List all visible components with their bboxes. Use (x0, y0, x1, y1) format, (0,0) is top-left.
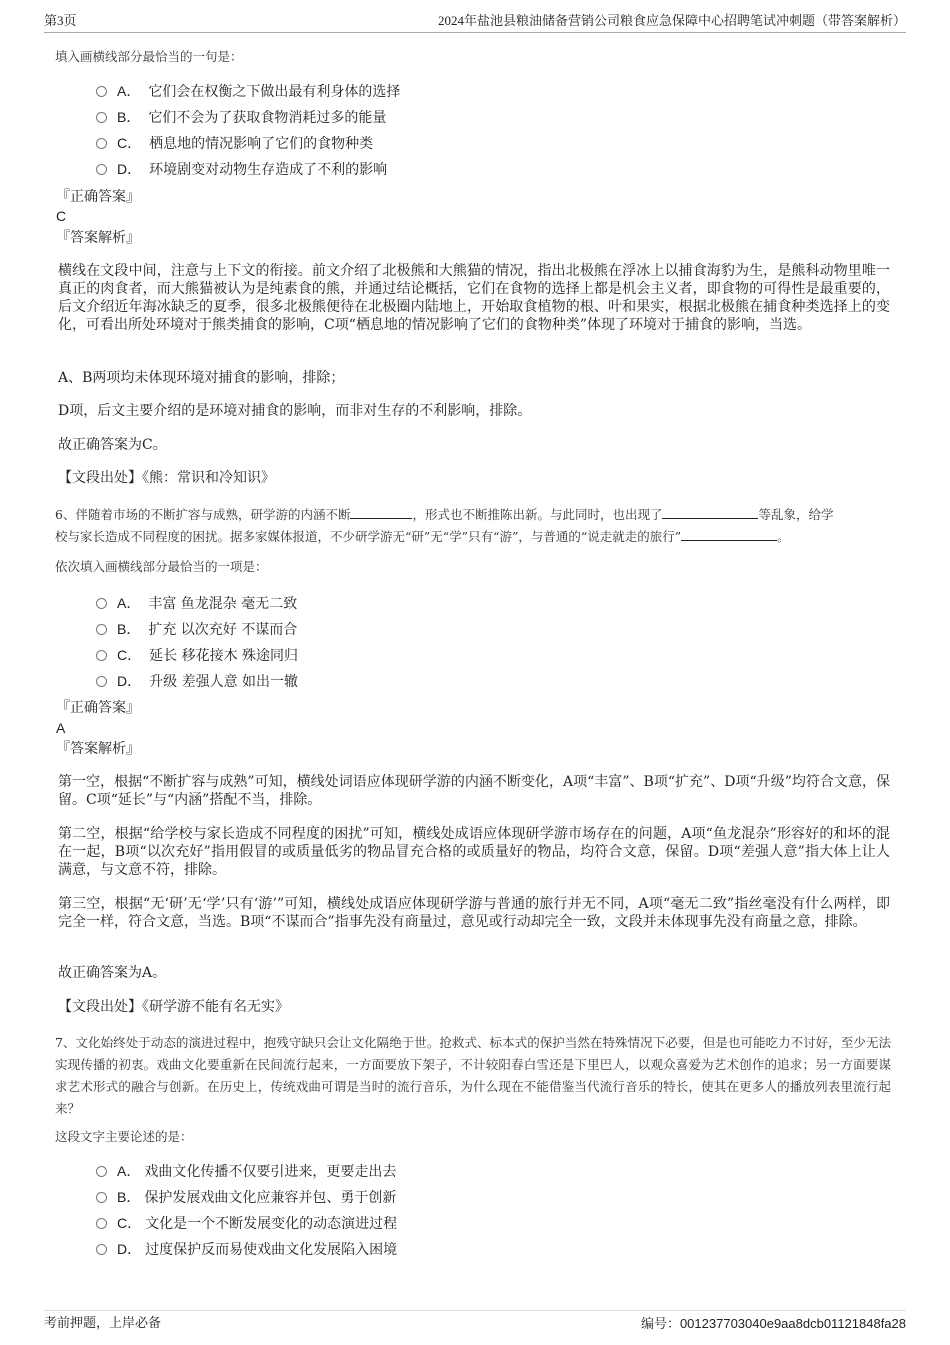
radio-icon[interactable] (96, 86, 107, 97)
radio-icon[interactable] (96, 676, 107, 687)
q7-option-b[interactable]: B． 保护发展戏曲文化应兼容并包、勇于创新 (96, 1187, 396, 1208)
radio-icon[interactable] (96, 1166, 107, 1177)
radio-icon[interactable] (96, 1192, 107, 1203)
q5-analysis-paragraph: 横线在文段中间，注意与上下文的衔接。前文介绍了北极熊和大熊猫的情况，指出北极熊在浮冰上以捕食海豹为生，是熊科动物里唯一真正的肉食者，而大熊猫被认为是纯素食的熊，并通过结论概括，它们在食物的选择上都是机会主义者，即食物的可得性是最重要的，后文介绍近年海冰缺乏的夏季，很多北极熊便待在北极圈内陆地上，开始取食植物的根、叶和果实，根据北极熊在捕食种类选择上的变化，可看出所处环境对于熊类捕食的影响，C项“栖息地的情况影响了它们的食物种类”体现了环境对于捕食的影响，当选。 (58, 263, 890, 333)
page-footer (44, 1310, 906, 1333)
q5-source: 【文段出处】《熊：常识和冷知识》 (58, 470, 275, 486)
q6-stem: 6、伴随着市场的不断扩容与成熟，研学游的内涵不断 ，形式也不断推陈出新。与此同时，也出现了 等乱象，给学 校与家长造成不同程度的困扰。据多家媒体报道，不少研学游无“研”无“学”只有“游”，与普通的“说走就走的旅行” 。 (55, 504, 891, 548)
footer-slogan: 考前押题，上岸必备 (44, 1316, 162, 1331)
q5-answer-label: 『正确答案』 (56, 189, 140, 205)
q5-prompt: 填入画横线部分最恰当的一句是： (55, 49, 243, 64)
radio-icon[interactable] (96, 1218, 107, 1229)
radio-icon[interactable] (96, 112, 107, 123)
q6-source: 【文段出处】《研学游不能有名无实》 (58, 999, 289, 1015)
q6-answer-label: 『正确答案』 (56, 700, 140, 716)
q5-analysis-label: 『答案解析』 (56, 230, 140, 246)
q6-blank-1 (350, 504, 412, 519)
q7-option-c[interactable]: C． 文化是一个不断发展变化的动态演进过程 (96, 1213, 397, 1234)
q6-option-c[interactable]: C． 延长 移花接木 殊途同归 (96, 645, 298, 666)
q6-answer: A (56, 720, 66, 736)
page-number: 第3页 (44, 13, 77, 28)
q6-analysis-paragraph: 故正确答案为A。 (58, 965, 167, 981)
radio-icon[interactable] (96, 164, 107, 175)
document-title: 2024年盐池县粮油储备营销公司粮食应急保障中心招聘笔试冲刺题（带答案解析） (437, 13, 906, 28)
q7-option-d[interactable]: D． 过度保护反而易使戏曲文化发展陷入困境 (96, 1239, 397, 1260)
q5-analysis-paragraph: A、B两项均未体现环境对捕食的影响，排除； (58, 370, 345, 386)
radio-icon[interactable] (96, 1244, 107, 1255)
q5-analysis-paragraph: 故正确答案为C。 (58, 437, 167, 453)
q5-option-c[interactable]: C． 栖息地的情况影响了它们的食物种类 (96, 133, 373, 154)
q6-analysis-label: 『答案解析』 (56, 741, 140, 757)
q6-option-d[interactable]: D． 升级 差强人意 如出一辙 (96, 671, 298, 692)
radio-icon[interactable] (96, 624, 107, 635)
radio-icon[interactable] (96, 598, 107, 609)
q5-option-d[interactable]: D． 环境剧变对动物生存造成了不利的影响 (96, 159, 387, 180)
q6-analysis-paragraph: 第二空，根据“给学校与家长造成不同程度的困扰”可知，横线处成语应体现研学游市场存在的问题，A项“鱼龙混杂”形容好的和坏的混在一起，B项“以次充好”指用假冒的或质量低劣的物品冒充合格的或质量好的物品，均符合文意，保留。D项“差强人意”指大体上让人满意，与文意不符，排除。 (58, 826, 890, 878)
q7-option-a[interactable]: A． 戏曲文化传播不仅要引进来，更要走出去 (96, 1161, 396, 1182)
q5-option-a[interactable]: A． 它们会在权衡之下做出最有利身体的选择 (96, 81, 400, 102)
q5-answer: C (56, 208, 67, 224)
q6-blank-2 (662, 504, 758, 519)
q6-blank-3 (681, 526, 777, 541)
radio-icon[interactable] (96, 650, 107, 661)
q5-analysis-paragraph: D项，后文主要介绍的是环境对捕食的影响，而非对生存的不利影响，排除。 (58, 403, 532, 419)
q5-option-b[interactable]: B． 它们不会为了获取食物消耗过多的能量 (96, 107, 386, 128)
radio-icon[interactable] (96, 138, 107, 149)
q6-prompt: 依次填入画横线部分最恰当的一项是： (55, 559, 268, 574)
q7-stem: 7、文化始终处于动态的演进过程中，抱残守缺只会让文化隔绝于世。抢救式、标本式的保护当然在特殊情况下必要，但是也可能吃力不讨好，至少无法实现传播的初衷。戏曲文化要重新在民间流行起来，一方面要放下架子，不计较阳春白雪还是下里巴人，以观众喜爱为艺术创作的追求；另一方面要谋求艺术形式的融合与创新。在历史上，传统戏曲可谓是当时的流行音乐，为什么现在不能借鉴当代流行音乐的特长，使其在更多人的播放列表里流行起来？ (55, 1035, 891, 1116)
page-header (44, 10, 906, 33)
q6-option-a[interactable]: A． 丰富 鱼龙混杂 毫无二致 (96, 593, 297, 614)
q6-analysis-paragraph: 第三空，根据“无‘研’无‘学’只有‘游’”可知，横线处成语应体现研学游与普通的旅行并无不同，A项“毫无二致”指丝毫没有什么两样，即完全一样，符合文意，当选。B项“不谋而合”指事先没有商量过，意见或行动却完全一致，文段并未体现事先没有商量之意，排除。 (58, 896, 890, 930)
q6-option-b[interactable]: B． 扩充 以次充好 不谋而合 (96, 619, 297, 640)
document-code: 编号：001237703040e9aa8dcb01121848fa28 (640, 1316, 906, 1331)
q7-prompt: 这段文字主要论述的是： (55, 1129, 193, 1144)
q6-analysis-paragraph: 第一空，根据“不断扩容与成熟”可知，横线处词语应体现研学游的内涵不断变化，A项“丰富”、B项“扩充”、D项“升级”均符合文意，保留。C项“延长”与“内涵”搭配不当，排除。 (58, 774, 890, 808)
